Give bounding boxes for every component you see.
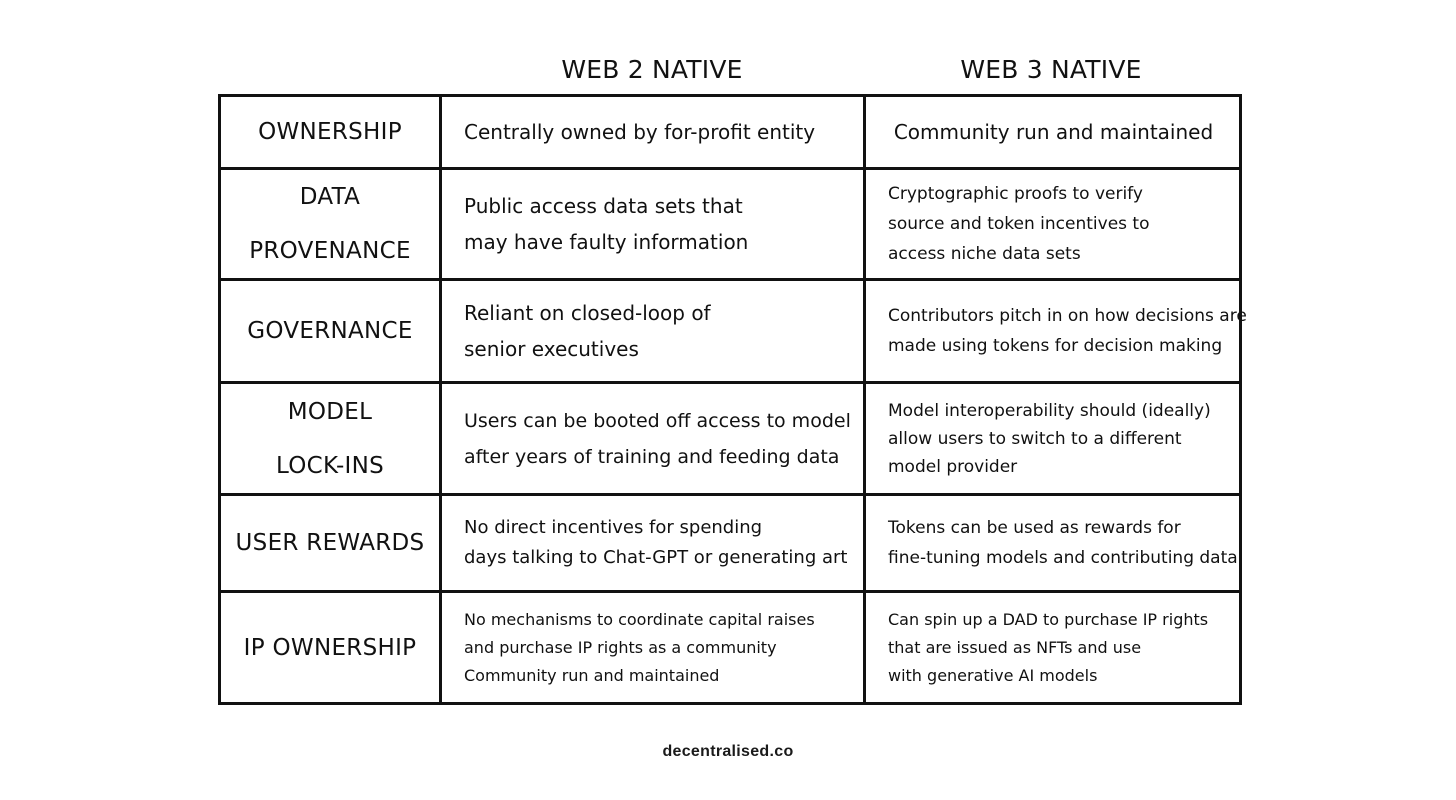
column-header-web2: WEB 2 NATIVE	[561, 55, 743, 84]
web2-cell-data-provenance	[441, 169, 865, 280]
table-row	[220, 495, 1241, 592]
web3-cell-user-rewards	[865, 495, 1241, 592]
row-label-ip-ownership	[220, 592, 441, 704]
web2-cell-user-rewards	[441, 495, 865, 592]
row-label-user-rewards	[220, 495, 441, 592]
row-label-ownership	[220, 96, 441, 169]
cell-line: allow users to switch to a different	[888, 428, 1182, 449]
row-label-line: PROVENANCE	[249, 238, 411, 264]
cell-line: model provider	[888, 456, 1018, 477]
row-label-line: DATA	[299, 184, 361, 210]
cell-line: Community run and maintained	[893, 120, 1214, 144]
row-label-model-lock-ins	[220, 383, 441, 495]
cell-line: made using tokens for decision making	[888, 336, 1223, 356]
cell-line: may have faulty information	[464, 230, 749, 254]
cell-line: No direct incentives for spending	[464, 517, 763, 538]
web3-cell-model-lock-ins	[865, 383, 1241, 495]
row-label-data-provenance	[220, 169, 441, 280]
row-label-line: OWNERSHIP	[258, 119, 402, 145]
cell-line: source and token incentives to	[888, 214, 1150, 234]
cell-line: after years of training and feeding data	[464, 445, 840, 468]
footer-brand: decentralised.co	[662, 743, 794, 760]
table-row	[220, 383, 1241, 495]
row-label-line: LOCK-INS	[275, 452, 385, 479]
cell-line: Tokens can be used as rewards for	[888, 518, 1181, 538]
row-label-line: USER REWARDS	[235, 530, 425, 556]
cell-line: Community run and maintained	[464, 665, 720, 685]
table-row	[220, 280, 1241, 383]
table-row	[220, 96, 1241, 169]
cell-line: Can spin up a DAD to purchase IP rights	[888, 609, 1209, 629]
cell-line: senior executives	[464, 337, 639, 361]
cell-line: Public access data sets that	[464, 194, 743, 218]
web2-cell-ownership	[441, 96, 865, 169]
cell-line: Cryptographic proofs to verify	[888, 184, 1143, 204]
cell-line: days talking to Chat-GPT or generating art	[464, 547, 848, 568]
cell-line: fine-tuning models and contributing data	[888, 548, 1238, 568]
comparison-table	[218, 94, 1247, 705]
web2-cell-model-lock-ins	[441, 383, 865, 495]
web3-cell-data-provenance	[865, 169, 1241, 280]
cell-line: Contributors pitch in on how decisions are	[888, 306, 1247, 326]
row-label-line: MODEL	[287, 398, 373, 425]
table-row	[220, 592, 1241, 704]
cell-line: No mechanisms to coordinate capital raises	[464, 609, 815, 629]
web2-cell-governance	[441, 280, 865, 383]
row-label-line: GOVERNANCE	[247, 318, 413, 344]
cell-line: that are issued as NFTs and use	[888, 637, 1142, 657]
web3-cell-ip-ownership	[865, 592, 1241, 704]
cell-line: Users can be booted off access to model	[464, 409, 851, 432]
web3-cell-ownership	[865, 96, 1241, 169]
row-label-governance	[220, 280, 441, 383]
cell-line: Reliant on closed-loop of	[464, 301, 711, 325]
cell-line: access niche data sets	[888, 244, 1081, 264]
table-row	[220, 169, 1241, 280]
column-header-web3: WEB 3 NATIVE	[960, 55, 1142, 84]
row-label-line: IP OWNERSHIP	[243, 634, 417, 661]
web2-cell-ip-ownership	[441, 592, 865, 704]
web3-cell-governance	[865, 280, 1247, 383]
cell-line: and purchase IP rights as a community	[464, 637, 777, 657]
cell-line: Model interoperability should (ideally)	[888, 400, 1211, 421]
cell-line: Centrally owned by for-profit entity	[464, 120, 816, 144]
cell-line: with generative AI models	[888, 665, 1098, 685]
